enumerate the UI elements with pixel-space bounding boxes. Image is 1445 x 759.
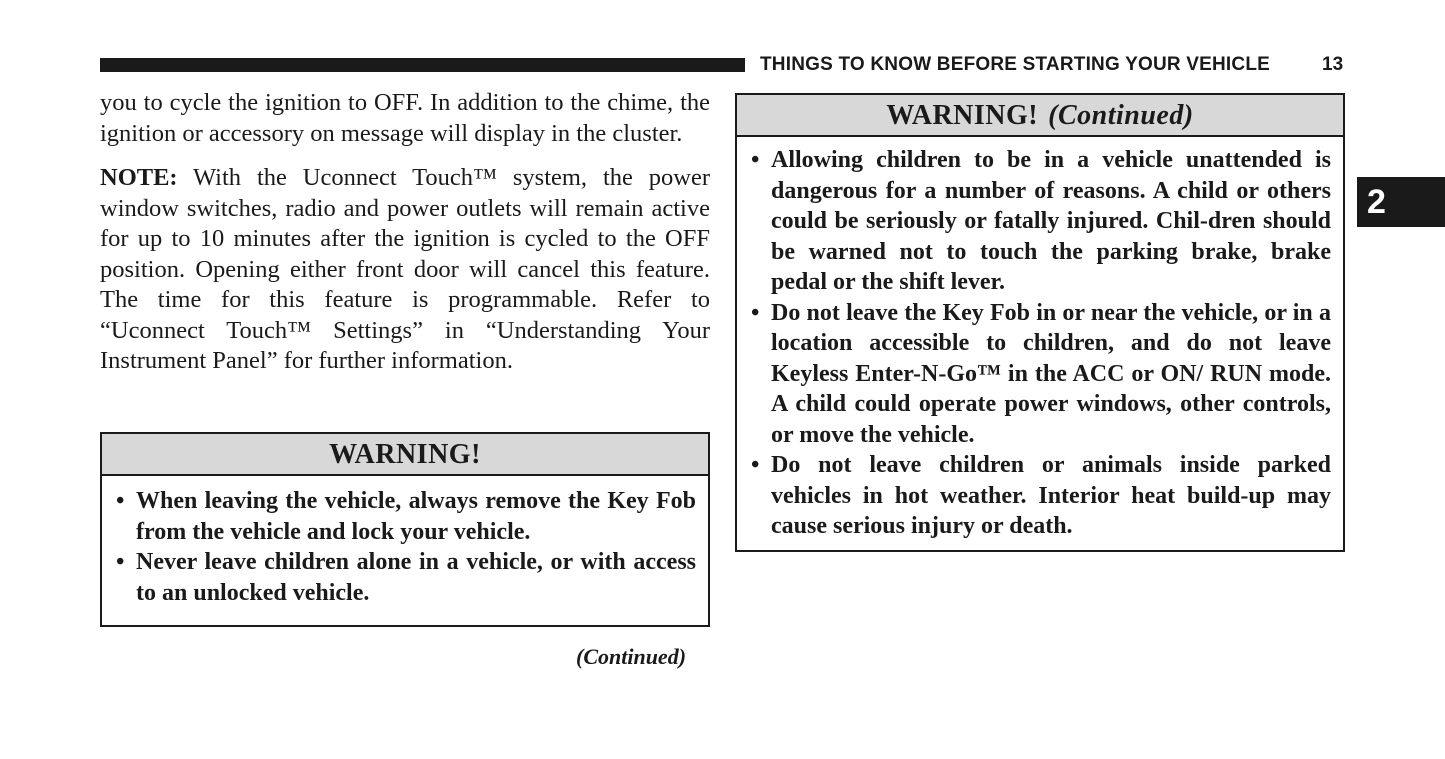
warning-item: • Do not leave children or animals inside parked vehicles in hot weather. Interior heat build-up may cause serious injury or death. bbox=[751, 450, 1331, 542]
note-text: With the Uconnect Touch™ system, the power window switches, radio and power outlets will remain active for up to 10 minutes after the ignition is cycled to the OFF position. Opening either front door will cancel this feature. The time for this feature is programmable. Refer to “Uconnect Touch™ Settings” in “Understanding Your Instrument Panel” for further information. bbox=[100, 164, 710, 374]
warning-title-text: WARNING! bbox=[329, 439, 481, 470]
warning-box-continued bbox=[735, 93, 1345, 552]
warning-title bbox=[102, 434, 708, 476]
left-column bbox=[100, 88, 710, 391]
warning-title-suffix: (Continued) bbox=[1048, 100, 1194, 131]
note-label: NOTE: bbox=[100, 164, 178, 191]
warning-item: • Allowing children to be in a vehicle unattended is dangerous for a number of reasons. A child or others could be seriously or fatally injured. Chil-dren should be warned not to touch the parking brake, brake pedal or the shift lever. bbox=[751, 145, 1331, 298]
warning-title bbox=[737, 95, 1343, 137]
note-paragraph bbox=[100, 163, 710, 377]
chapter-tab: 2 bbox=[1357, 177, 1445, 227]
warning-item: • Never leave children alone in a vehicle, or with access to an unlocked vehicle. bbox=[116, 547, 696, 608]
continued-label: (Continued) bbox=[576, 644, 687, 669]
warning-item: • Do not leave the Key Fob in or near the vehicle, or in a location accessible to children, and do not leave Keyless Enter-N-Go™ in the ACC or ON/ RUN mode. A child could operate power windows, other controls, or move the vehicle. bbox=[751, 298, 1331, 451]
warning-list bbox=[737, 137, 1343, 542]
warning-item: • When leaving the vehicle, always remove the Key Fob from the vehicle and lock your vehicle. bbox=[116, 486, 696, 547]
warning-list bbox=[102, 476, 708, 608]
section-title: THINGS TO KNOW BEFORE STARTING YOUR VEHICLE bbox=[760, 54, 1271, 75]
warning-box bbox=[100, 432, 710, 627]
header-rule bbox=[100, 58, 745, 72]
page-number: 13 bbox=[1322, 54, 1344, 75]
warning-title-text: WARNING! bbox=[886, 100, 1039, 131]
intro-paragraph: you to cycle the ignition to OFF. In addition to the chime, the ignition or accessory on message will display in the cluster. bbox=[100, 89, 710, 147]
